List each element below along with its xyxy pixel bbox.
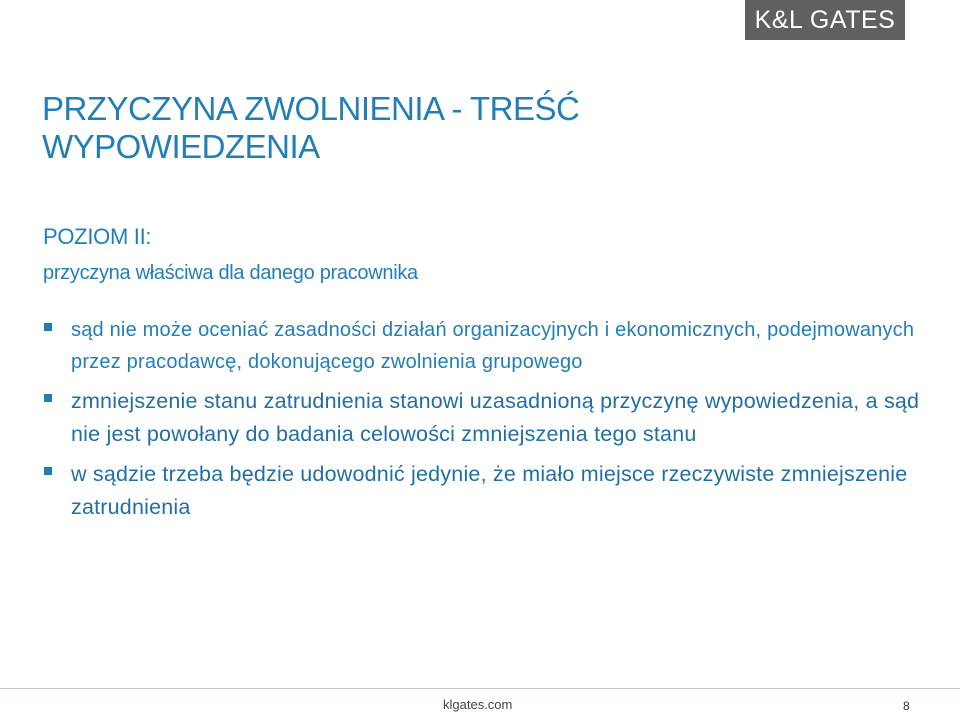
square-bullet-icon — [44, 467, 52, 475]
company-logo-text: K&L GATES — [754, 5, 896, 34]
slide-title: PRZYCZYNA ZWOLNIENIA - TREŚĆ WYPOWIEDZENIA — [42, 90, 580, 165]
bullet-item — [42, 385, 922, 451]
level-heading: POZIOM II: — [43, 224, 152, 249]
bullet-text: zmniejszenie stanu zatrudnienia stanowi uzasadnioną przyczynę wypowiedzenia, a sąd nie jest powołany do badania celowości zmniejszenia tego stanu — [71, 389, 920, 446]
bullet-list — [42, 314, 922, 531]
footer-divider — [0, 688, 960, 689]
bullet-item — [42, 314, 922, 378]
bullet-text: w sądzie trzeba będzie udowodnić jedynie, że miało miejsce rzeczywiste zmniejszenie zatrudnienia — [71, 462, 908, 519]
bullet-item — [42, 458, 922, 524]
footer-website: klgates.com — [443, 697, 513, 712]
square-bullet-icon — [44, 394, 52, 402]
bullet-text: sąd nie może oceniać zasadności działań organizacyjnych i ekonomicznych, podejmowanych przez pracodawcę, dokonującego zwolnienia grupowego — [71, 319, 915, 373]
square-bullet-icon — [44, 323, 52, 331]
level-subheading: przyczyna właściwa dla danego pracownika — [43, 262, 418, 284]
company-logo — [745, 0, 905, 40]
page-number: 8 — [903, 699, 910, 713]
